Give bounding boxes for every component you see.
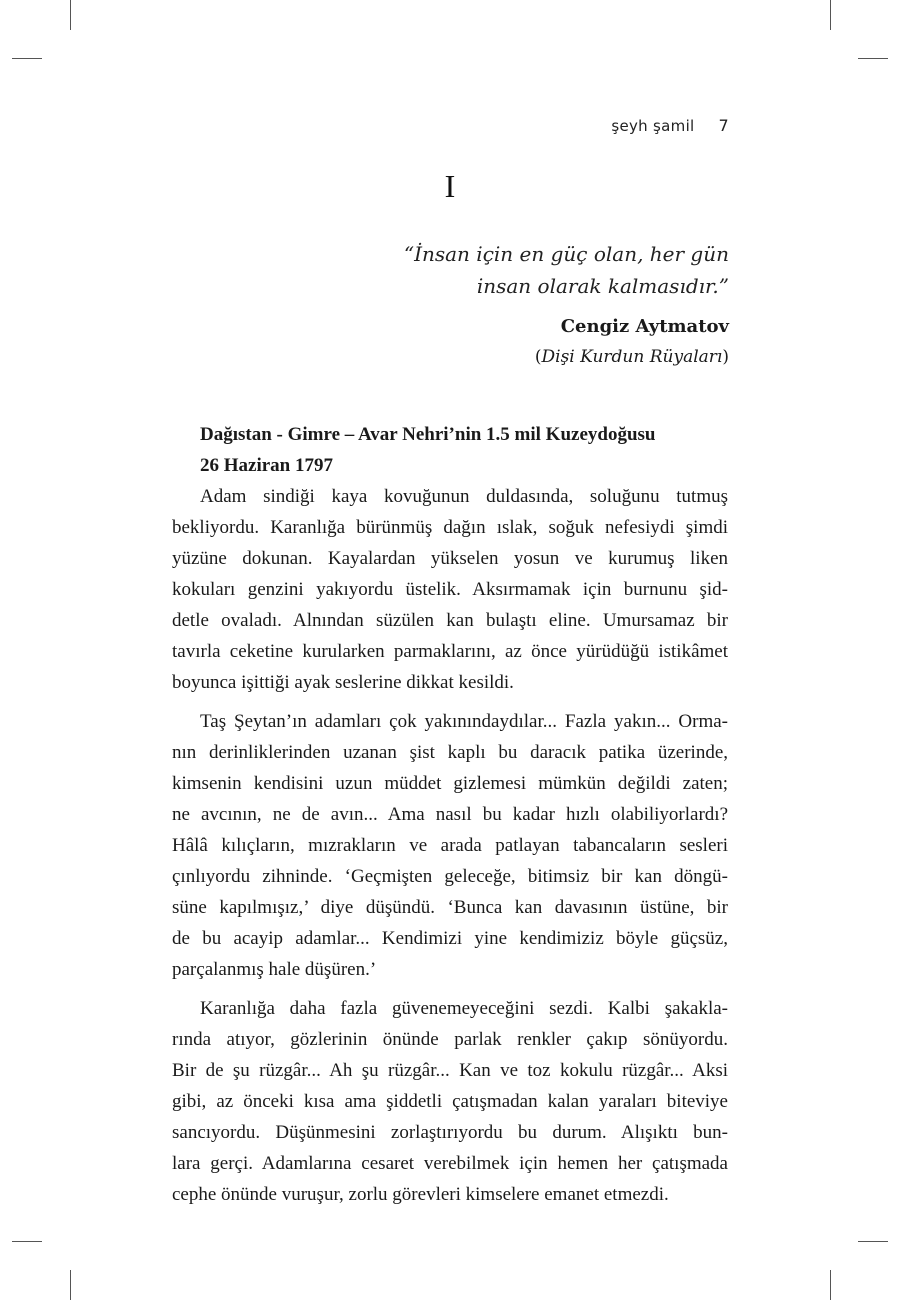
- scene-date: 26 Haziran 1797: [200, 455, 333, 476]
- chapter-numeral: I: [444, 168, 456, 204]
- paragraph: [172, 993, 728, 1210]
- scene-location: Dağıstan - Gimre – Avar Nehri’nin 1.5 mil Kuzeydoğusu: [200, 424, 656, 445]
- text-line: rında atıyor, gözlerinin önünde parlak renkler çakıp sönüyordu.: [172, 1029, 728, 1050]
- crop-mark: [830, 0, 831, 30]
- epigraph-source: [349, 342, 729, 372]
- epigraph-attribution: [349, 312, 729, 372]
- text-line: kimsenin kendisini uzun müddet gizlemesi mümkün değildi zaten;: [172, 773, 728, 794]
- text-line: süne kapılmışız,’ diye düşündü. ‘Bunca kan davasının üstüne, bir: [172, 897, 728, 918]
- text-line: Hâlâ kılıçların, mızrakların ve arada patlayan tabancaların sesleri: [172, 835, 728, 856]
- text-line: parçalanmış hale düşüren.’: [172, 959, 377, 980]
- crop-mark: [70, 0, 71, 30]
- epigraph: [349, 238, 729, 302]
- text-line: de bu acayip adamlar... Kendimizi yine kendimiziz böyle güçsüz,: [172, 928, 728, 949]
- page-number: 7: [718, 116, 729, 135]
- running-head-title: şeyh şamil: [611, 117, 695, 135]
- crop-mark: [12, 1241, 42, 1242]
- running-head: [611, 116, 729, 135]
- paragraph: [172, 706, 728, 985]
- text-line: Bir de şu rüzgâr... Ah şu rüzgâr... Kan ve toz kokulu rüzgâr... Aksi: [172, 1060, 728, 1081]
- source-title: Dişi Kurdun Rüyaları: [541, 347, 723, 367]
- text-line: cephe önünde vuruşur, zorlu görevleri kimselere emanet etmezdi.: [172, 1184, 669, 1205]
- text-line: tavırla ceketine kurularken parmaklarını, az önce yürüdüğü istikâmet: [172, 641, 728, 662]
- body-text: [172, 419, 728, 1218]
- crop-mark: [858, 58, 888, 59]
- text-line: yüzüne dokunan. Kayalardan yükselen yosun ve kurumuş liken: [172, 548, 728, 569]
- text-line: boyunca işittiği ayak seslerine dikkat kesildi.: [172, 672, 514, 693]
- epigraph-author: Cengiz Aytmatov: [560, 316, 729, 337]
- text-line: çınlıyordu zihninde. ‘Geçmişten geleceğe, bitimsiz bir kan döngü-: [172, 866, 728, 887]
- text-line: gibi, az önceki kısa ama şiddetli çatışmadan kalan yaraları biteviye: [172, 1091, 728, 1112]
- text-line: kokuları genzini yakıyordu üstelik. Aksırmamak için burnunu şid-: [172, 579, 728, 600]
- text-line: sancıyordu. Düşünmesini zorlaştırıyordu bu durum. Alışıktı bun-: [172, 1122, 728, 1143]
- paragraphs: [172, 481, 728, 1210]
- crop-mark: [830, 1270, 831, 1300]
- scene-heading: [200, 419, 728, 481]
- text-line: Adam sindiği kaya kovuğunun duldasında, soluğunu tutmuş: [200, 486, 728, 507]
- text-line: nın derinliklerinden uzanan şist kaplı bu daracık patika üzerinde,: [172, 742, 728, 763]
- text-line: Karanlığa daha fazla güvenemeyeceğini sezdi. Kalbi şakakla-: [200, 998, 728, 1019]
- epigraph-line: insan olarak kalmasıdır.”: [476, 274, 729, 298]
- crop-mark: [858, 1241, 888, 1242]
- text-line: ne avcının, ne de avın... Ama nasıl bu kadar hızlı olabiliyorlardı?: [172, 804, 728, 825]
- text-line: Taş Şeytan’ın adamları çok yakınındaydılar... Fazla yakın... Orma-: [200, 711, 728, 732]
- text-line: lara gerçi. Adamlarına cesaret verebilmek için hemen her çatışmada: [172, 1153, 728, 1174]
- text-line: bekliyordu. Karanlığa bürünmüş dağın ıslak, soğuk nefesiydi şimdi: [172, 517, 728, 538]
- paragraph: [172, 481, 728, 698]
- source-paren-open: (: [534, 347, 542, 367]
- source-paren-close: ): [722, 347, 729, 367]
- crop-mark: [70, 1270, 71, 1300]
- text-line: detle ovaladı. Alnından süzülen kan bulaştı eline. Umursamaz bir: [172, 610, 728, 631]
- epigraph-line: “İnsan için en güç olan, her gün: [403, 242, 729, 266]
- crop-mark: [12, 58, 42, 59]
